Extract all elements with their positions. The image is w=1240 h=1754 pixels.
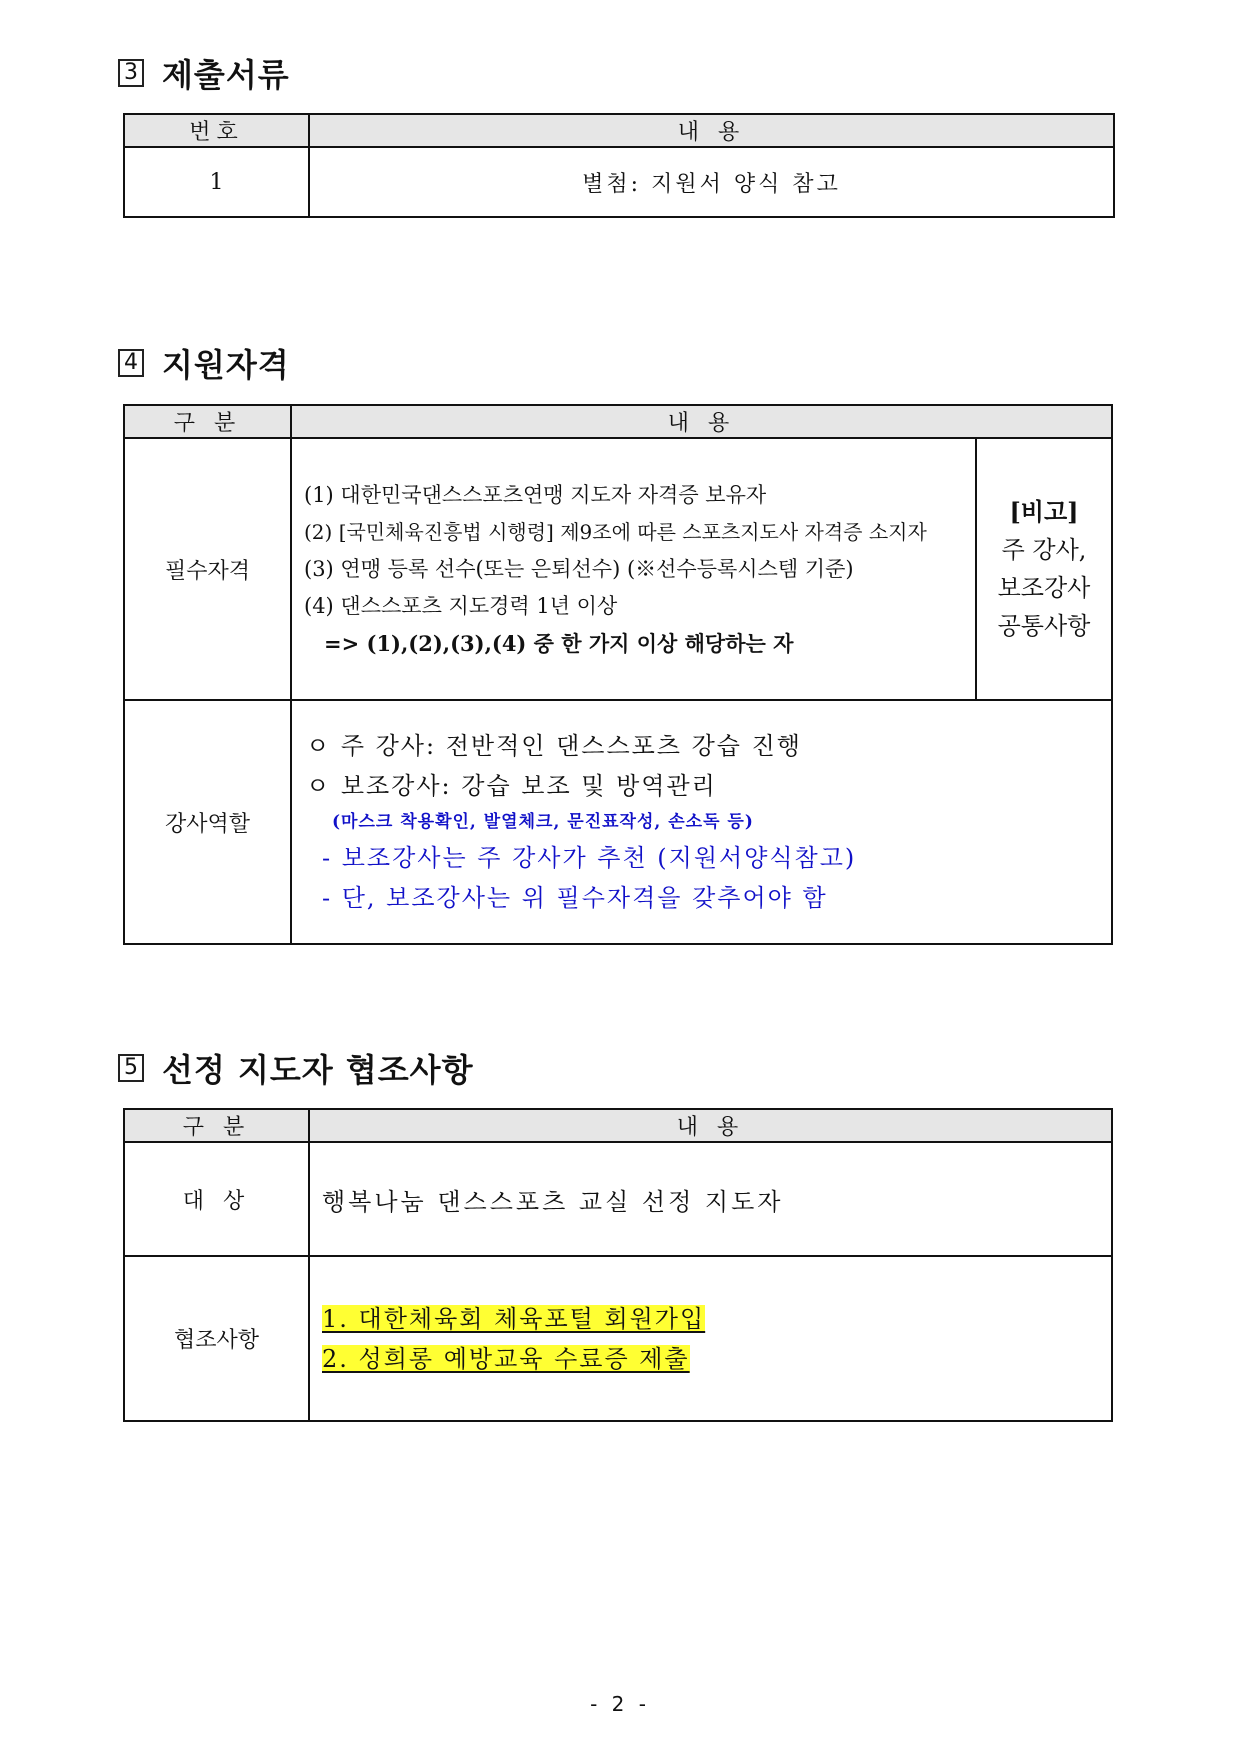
required-label: 필수자격 (124, 438, 291, 700)
table-row (124, 1142, 1112, 1256)
page-number: - 2 - (590, 1692, 650, 1716)
role-blue-line-1: - 보조강사는 주 강사가 추천 (지원서양식참고) (322, 844, 857, 872)
row-content: 별첨: 지원서 양식 참고 (309, 147, 1114, 217)
role-content (291, 700, 1112, 944)
section-5-heading (118, 1045, 474, 1091)
note-line-3: 공통사항 (997, 612, 1091, 640)
required-line-2: (2) [국민체육진흥법 시행령] 제9조에 따른 스포츠지도사 자격증 소지자 (304, 519, 927, 544)
required-note (976, 438, 1112, 700)
section-number-box: 4 (118, 349, 144, 377)
note-line-1: 주 강사, (1001, 536, 1087, 564)
coop-item-2: 2. 성희롱 예방교육 수료증 제출 (322, 1344, 690, 1373)
section-title: 선정 지도자 협조사항 (162, 1051, 474, 1089)
header-category: 구 분 (124, 1109, 309, 1142)
table-row (124, 700, 1112, 944)
header-content: 내 용 (291, 405, 1112, 438)
required-line-4: (4) 댄스스포츠 지도경력 1년 이상 (304, 593, 618, 618)
role-line-2: ㅇ 보조강사: 강습 보조 및 방역관리 (306, 772, 717, 800)
section-title: 지원자격 (162, 346, 290, 384)
row-number: 1 (124, 147, 309, 217)
note-title: [비고] (1009, 497, 1079, 526)
section-3-heading (118, 50, 290, 96)
note-line-2: 보조강사 (997, 574, 1091, 602)
required-line-1: (1) 대한민국댄스스포츠연맹 지도자 자격증 보유자 (304, 482, 767, 507)
role-blue-line-2: - 단, 보조강사는 위 필수자격을 갖추어야 함 (322, 884, 828, 912)
header-number: 번호 (124, 114, 309, 147)
cooperation-table (123, 1108, 1113, 1422)
header-content: 내 용 (309, 1109, 1112, 1142)
table-row (124, 438, 1112, 700)
required-line-3: (3) 연맹 등록 선수(또는 은퇴선수) (※선수등록시스템 기준) (304, 556, 854, 581)
section-number-box: 5 (118, 1054, 144, 1082)
table-row (124, 147, 1114, 217)
required-summary: => (1),(2),(3),(4) 중 한 가지 이상 해당하는 자 (324, 630, 794, 656)
coop-item-1: 1. 대한체육회 체육포털 회원가입 (322, 1304, 706, 1333)
role-line-1: ㅇ 주 강사: 전반적인 댄스스포츠 강습 진행 (306, 732, 802, 760)
header-category: 구 분 (124, 405, 291, 438)
qualification-table (123, 404, 1113, 945)
table-row (124, 1256, 1112, 1421)
section-number-box: 3 (118, 59, 144, 87)
coop-label: 협조사항 (124, 1256, 309, 1421)
role-sub: (마스크 착용확인, 발열체크, 문진표작성, 손소독 등) (332, 812, 754, 832)
target-label: 대 상 (124, 1142, 309, 1256)
section-title: 제출서류 (162, 56, 290, 94)
submission-docs-table (123, 113, 1115, 218)
header-content: 내 용 (309, 114, 1114, 147)
coop-content (309, 1256, 1112, 1421)
role-label: 강사역할 (124, 700, 291, 944)
section-4-heading (118, 340, 290, 386)
target-content: 행복나눔 댄스스포츠 교실 선정 지도자 (309, 1142, 1112, 1256)
required-content (291, 438, 976, 700)
